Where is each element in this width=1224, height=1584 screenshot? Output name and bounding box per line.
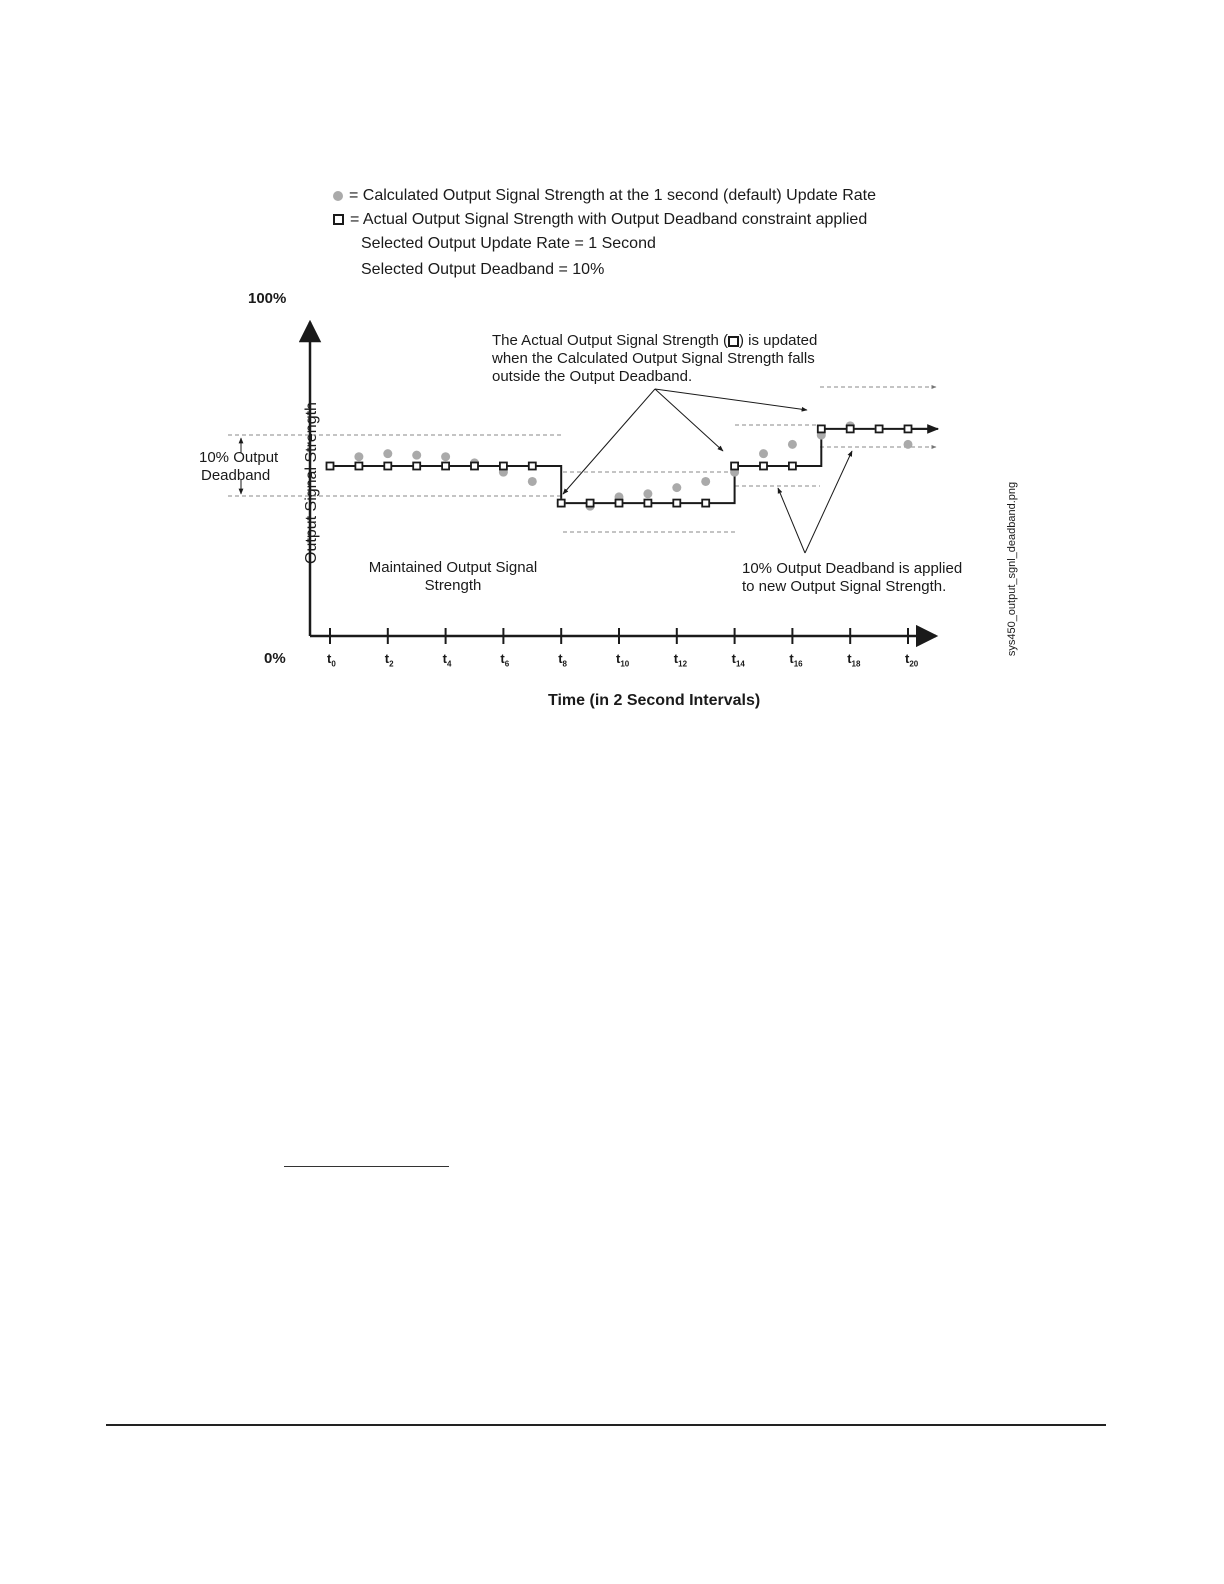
actual-point (327, 463, 334, 470)
actual-point (413, 463, 420, 470)
applied-pointer-1 (778, 488, 805, 553)
calculated-point (672, 483, 681, 492)
x-tick-label: $t_4$ (442, 651, 452, 669)
x-tick-label: $t_{14}$ (731, 651, 745, 669)
x-tick-label: $t_{16}$ (789, 651, 803, 669)
calculated-point (354, 452, 363, 461)
x-axis-title: Time (in 2 Second Intervals) (548, 692, 761, 709)
update-pointer-1 (563, 389, 655, 494)
actual-point (876, 425, 883, 432)
x-tick-label: $t_6$ (500, 651, 510, 669)
footer-rule (106, 1424, 1106, 1426)
calculated-point (788, 440, 797, 449)
actual-point (702, 500, 709, 507)
update-pointer-2 (655, 389, 723, 451)
actual-point (818, 425, 825, 432)
deadband-label-line1: 10% Output (199, 449, 279, 466)
update-line1-a: The Actual Output Signal Strength ( (492, 332, 728, 349)
x-tick-label: $t_8$ (558, 651, 567, 669)
maintained-line2: Strength (424, 577, 482, 594)
actual-point (471, 463, 478, 470)
maintained-line1: Maintained Output Signal (368, 559, 538, 576)
calculated-point (643, 489, 652, 498)
actual-point (616, 500, 623, 507)
applied-line1: 10% Output Deadband is applied (742, 560, 963, 577)
y-axis-title: Output Signal Strength (303, 399, 321, 567)
update-annotation-line3: outside the Output Deadband. (492, 368, 693, 385)
actual-point (905, 425, 912, 432)
legend-update-rate: Selected Output Update Rate = 1 Second (361, 235, 656, 252)
actual-point (731, 463, 738, 470)
actual-point (442, 463, 449, 470)
actual-point (644, 500, 651, 507)
update-line1-b: ) is updated (738, 332, 818, 349)
legend-calculated-text: = Calculated Output Signal Strength at the 1 second (default) Update Rate (349, 187, 876, 204)
update-annotation-line2: when the Calculated Output Signal Strength falls (492, 350, 815, 367)
actual-point (789, 463, 796, 470)
calculated-point (383, 449, 392, 458)
actual-point (847, 425, 854, 432)
y-axis-top-label: 100% (248, 290, 287, 307)
actual-point (500, 463, 507, 470)
actual-signal-line (330, 429, 938, 503)
x-tick-label: $t_{18}$ (847, 651, 861, 669)
calculated-point (759, 449, 768, 458)
legend-actual-text: = Actual Output Signal Strength with Output Deadband constraint applied (350, 211, 868, 228)
calculated-point (412, 451, 421, 460)
calculated-point (528, 477, 537, 486)
actual-point (673, 500, 680, 507)
actual-point (529, 463, 536, 470)
footnote-rule (284, 1166, 449, 1167)
actual-point (760, 463, 767, 470)
actual-point (558, 500, 565, 507)
deadband-diagram (0, 0, 1224, 760)
x-tick-label: $t_{20}$ (905, 651, 919, 669)
figure-filename: sys450_output_sgnl_deadband.png (1006, 481, 1018, 657)
x-tick-label: $t_{10}$ (616, 651, 630, 669)
calculated-point (904, 440, 913, 449)
actual-point (587, 500, 594, 507)
legend-deadband: Selected Output Deadband = 10% (361, 261, 605, 278)
deadband-label-line2: Deadband (201, 467, 271, 484)
plot-svg (0, 0, 1224, 760)
y-axis-bottom-label: 0% (264, 650, 286, 667)
update-pointer-3 (655, 389, 807, 410)
x-tick-label: $t_{12}$ (673, 651, 688, 669)
x-tick-label: $t_0$ (327, 651, 336, 669)
applied-line2: to new Output Signal Strength. (742, 578, 947, 595)
actual-point (384, 463, 391, 470)
actual-point (355, 463, 362, 470)
x-tick-label: $t_2$ (384, 651, 394, 669)
calculated-point (441, 452, 450, 461)
calculated-point (701, 477, 710, 486)
